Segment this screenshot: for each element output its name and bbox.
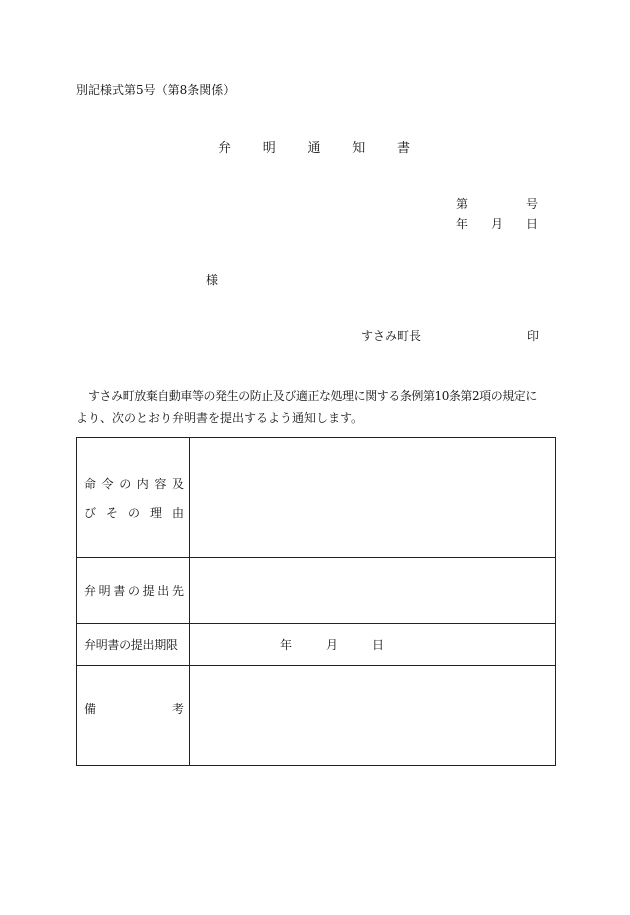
deadline-day: 日 <box>371 638 384 652</box>
label-char: 容 <box>154 476 167 491</box>
label-char: 提 <box>142 584 155 598</box>
order-details-value[interactable] <box>190 438 556 558</box>
label-char: 及 <box>171 476 184 491</box>
issue-date <box>456 218 538 230</box>
body-line-1: すさみ町放棄自動車等の発生の防止及び適正な処理に関する条例第10条第2項の規定に <box>88 389 537 403</box>
remarks-value[interactable] <box>190 666 556 766</box>
submission-destination-label <box>77 558 190 624</box>
addressee-honorific: 様 <box>206 273 219 287</box>
table-row <box>77 624 556 666</box>
label-char: の <box>127 505 140 520</box>
date-day: 日 <box>525 217 538 231</box>
label-char: 備 <box>84 702 97 716</box>
label-char: の <box>127 584 140 598</box>
label-char: 内 <box>136 476 149 491</box>
label-char: 弁 <box>84 584 97 598</box>
deadline-month: 月 <box>325 638 338 652</box>
document-number <box>456 198 538 210</box>
number-prefix: 第 <box>456 197 469 211</box>
label-char: 考 <box>171 702 184 716</box>
label-char: 由 <box>171 505 184 520</box>
document-title <box>218 142 410 155</box>
body-line-2: より、次のとおり弁明書を提出するよう通知します。 <box>76 411 364 425</box>
label-char: 出 <box>157 584 170 598</box>
deadline-label-text: 弁明書の提出期限 <box>84 638 178 652</box>
title-char: 明 <box>262 141 276 156</box>
seal-mark: 印 <box>527 329 540 343</box>
label-line <box>84 504 184 521</box>
submission-deadline-value[interactable] <box>190 624 556 666</box>
table-row <box>77 558 556 624</box>
title-char: 弁 <box>218 141 232 156</box>
label-char: 書 <box>113 584 126 598</box>
title-char: 書 <box>396 141 410 156</box>
label-char: 先 <box>171 584 184 598</box>
deadline-year: 年 <box>280 638 293 652</box>
title-char: 知 <box>352 141 366 156</box>
form-number: 別記様式第5号（第8条関係） <box>76 83 236 97</box>
issuer-name: すさみ町長 <box>361 329 422 343</box>
label-line <box>84 475 184 492</box>
label-char: 令 <box>101 476 114 491</box>
label-char: 明 <box>98 584 111 598</box>
number-suffix: 号 <box>525 197 538 211</box>
title-char: 通 <box>307 141 321 156</box>
table-row <box>77 438 556 558</box>
submission-destination-value[interactable] <box>190 558 556 624</box>
date-month: 月 <box>490 217 503 231</box>
table-row <box>77 666 556 766</box>
label-char: 命 <box>84 476 97 491</box>
submission-deadline-label <box>77 624 190 666</box>
label-char: び <box>84 505 97 520</box>
remarks-label <box>77 666 190 766</box>
label-char: の <box>119 476 132 491</box>
notice-table <box>76 437 556 766</box>
label-char: 理 <box>149 505 162 520</box>
order-details-label <box>77 438 190 558</box>
date-year: 年 <box>456 217 469 231</box>
deadline-date <box>280 636 384 653</box>
label-char: そ <box>105 505 118 520</box>
